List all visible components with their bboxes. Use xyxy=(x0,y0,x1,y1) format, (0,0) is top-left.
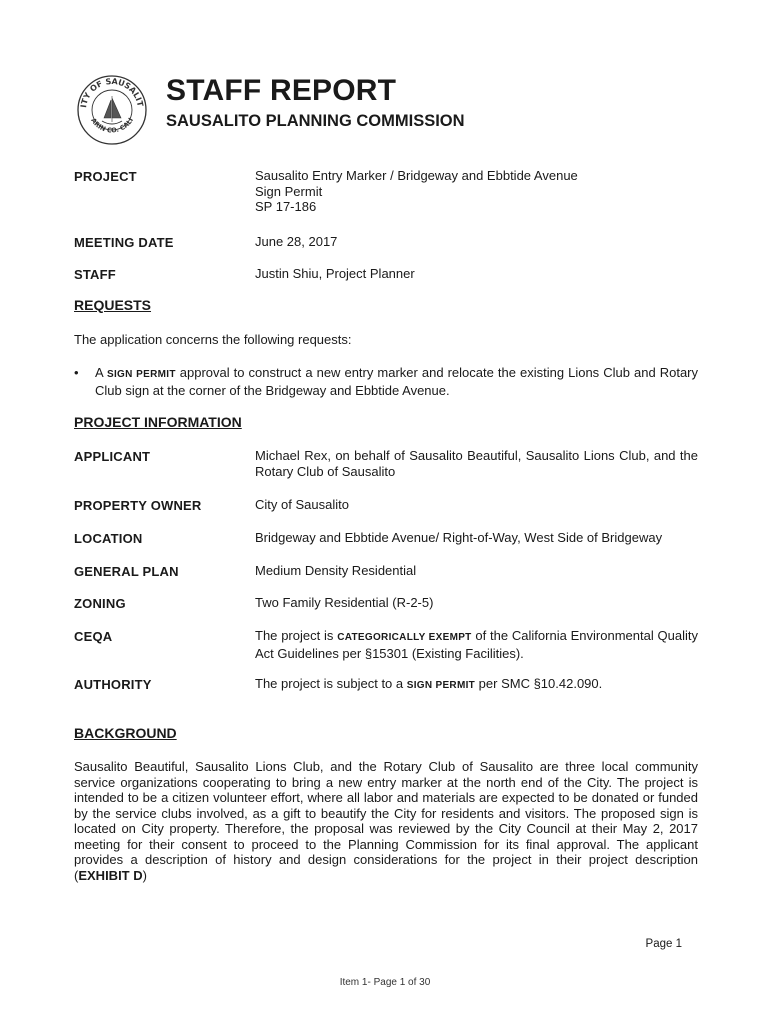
report-title: STAFF REPORT xyxy=(166,74,397,107)
project-value xyxy=(255,168,698,215)
seal-text-top: ITY OF SAUSALIT xyxy=(79,76,145,109)
project-type: Sign Permit xyxy=(255,183,323,199)
requests-heading: REQUESTS xyxy=(74,297,152,313)
authority-sign-permit: SIGN PERMIT xyxy=(406,680,476,691)
requests-intro: The application concerns the following requests: xyxy=(74,332,352,347)
project-number: SP 17-186 xyxy=(255,199,317,214)
project-name: Sausalito Entry Marker / Bridgeway and Ebbtide Avenue xyxy=(255,168,578,183)
staff-label: STAFF xyxy=(74,267,116,282)
location-value: Bridgeway and Ebbtide Avenue/ Right-of-Way, West Side of Bridgeway xyxy=(255,530,663,545)
applicant-value: Michael Rex, on behalf of Sausalito Beautiful, Sausalito Lions Club, and the Rotary Club of Sausalito xyxy=(255,448,698,479)
authority-value xyxy=(255,676,698,694)
background-text xyxy=(74,759,698,883)
general-plan-label: GENERAL PLAN xyxy=(74,564,179,579)
background-heading: BACKGROUND xyxy=(74,725,177,741)
ceqa-value xyxy=(255,628,698,661)
ceqa-exempt: CATEGORICALLY EXEMPT xyxy=(337,632,472,643)
ceqa-text-pre: The project is xyxy=(255,628,338,643)
request-sign-permit: SIGN PERMIT xyxy=(107,369,176,380)
staff-value: Justin Shiu, Project Planner xyxy=(255,266,415,281)
authority-label: AUTHORITY xyxy=(74,677,152,692)
meeting-date-label: MEETING DATE xyxy=(74,235,174,250)
ceqa-label: CEQA xyxy=(74,629,113,644)
zoning-value: Two Family Residential (R-2-5) xyxy=(255,595,434,610)
project-info-heading: PROJECT INFORMATION xyxy=(74,414,242,430)
meeting-date-value: June 28, 2017 xyxy=(255,234,338,249)
authority-text-post: per SMC §10.42.090. xyxy=(475,676,603,691)
authority-text-pre: The project is subject to a xyxy=(255,676,407,691)
owner-value: City of Sausalito xyxy=(255,497,349,512)
exhibit-reference: EXHIBIT D xyxy=(78,867,143,883)
page-number: Page 1 xyxy=(645,938,682,950)
applicant-label: APPLICANT xyxy=(74,449,151,464)
seal-text-bottom: ARIN CO. CALI xyxy=(89,116,136,135)
request-text-pre: A xyxy=(95,365,107,380)
background-body: Sausalito Beautiful, Sausalito Lions Club, and the Rotary Club of Sausalito are three local community service organizations cooperating to bring a new entry marker at the north end of the City. The project is intended to be a citizen volunteer effort, where all labor and materials are expected to be donated or funded by the service clubs involved, as a gift to beautify the City for residents and visitors. The proposed sign is located on City property. Therefore, the proposal was reviewed by the City Council at their May 2, 2017 meeting for their consent to proceed to the Planning Commission for its final approval. The applicant provides a description of history and design considerations for the project in their project description ( xyxy=(74,759,698,883)
ceqa-text-post: of the California Environmental Quality Act Guidelines per §15301 (Existing Facilities). xyxy=(255,628,698,661)
general-plan-value: Medium Density Residential xyxy=(255,563,417,578)
request-text-post: approval to construct a new entry marker and relocate the existing Lions Club and Rotary Club sign at the corner of the Bridgeway and Ebbtide Avenue. xyxy=(95,365,698,398)
background-text-end: ) xyxy=(142,867,147,883)
bullet-marker: • xyxy=(74,365,79,380)
city-seal-logo xyxy=(76,74,148,146)
report-subtitle: SAUSALITO PLANNING COMMISSION xyxy=(166,112,465,130)
owner-label: PROPERTY OWNER xyxy=(74,498,202,513)
zoning-label: ZONING xyxy=(74,596,126,611)
request-item xyxy=(95,365,698,398)
page-footer: Item 1- Page 1 of 30 xyxy=(339,977,431,988)
project-label: PROJECT xyxy=(74,169,137,184)
location-label: LOCATION xyxy=(74,531,143,546)
